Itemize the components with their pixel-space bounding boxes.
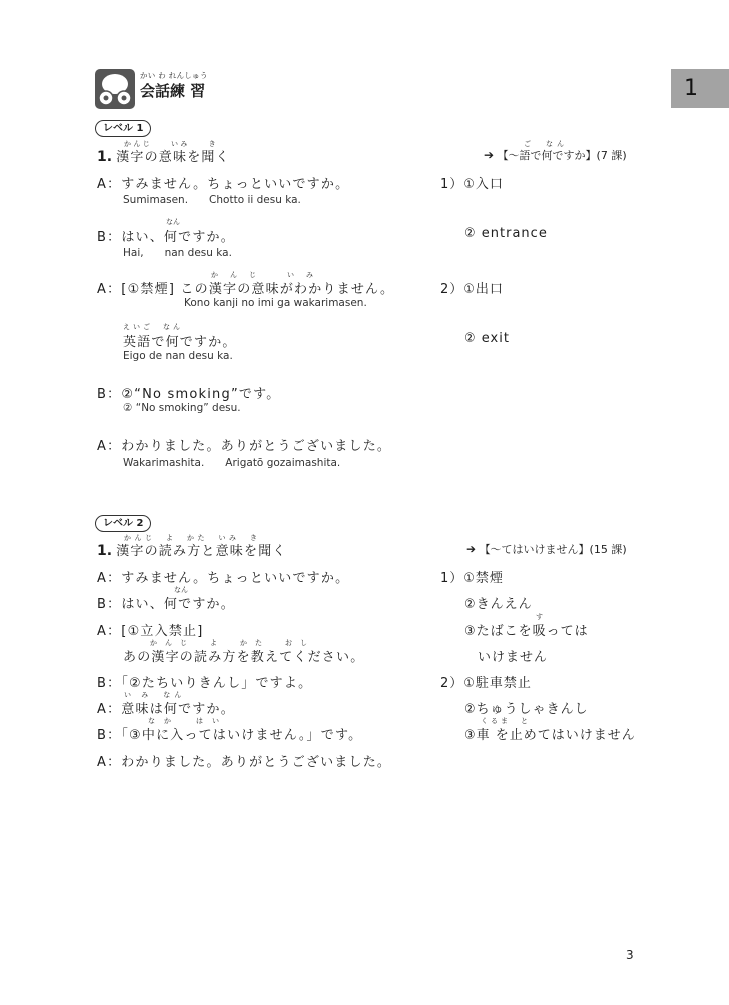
ruby-text: えいご なん [123, 323, 183, 331]
level2-question-number: 1. [97, 543, 113, 559]
romaji-line: Sumimasen. Chotto ii desu ka. [123, 194, 301, 206]
answer-item: 2）①出口 [440, 282, 504, 297]
dialogue-line: A：すみません。ちょっといいですか。 [97, 571, 350, 586]
conversation-icon [95, 69, 135, 109]
answer-item: ③車 を止めてはいけません [464, 728, 636, 743]
level1-ref-text: 【〜語で何ですか】(7 課) [497, 149, 627, 162]
ruby-text: す [536, 613, 543, 621]
ruby-text: かんじ いみ [211, 271, 325, 279]
dialogue-line: A：わかりました。ありがとうございました。 [97, 755, 392, 770]
title-ruby: かい わ れんしゅう [140, 71, 208, 80]
dialogue-line: あの漢字の読み方を教えてください。 [123, 650, 365, 665]
ruby-text: かんじ よ かた おし [150, 639, 315, 647]
dialogue-line: A：意味は何ですか。 [97, 702, 235, 717]
answer-item: ② exit [464, 331, 510, 346]
dialogue-line: B：「②たちいりきんし」ですよ。 [97, 676, 313, 691]
level1-question-text: 漢字の意味を聞く [116, 150, 230, 165]
answer-item: ③たばこを吸っては [464, 624, 589, 639]
level2-question-ruby: かんじ よ かた いみ き [124, 534, 261, 542]
answer-item: 2）①駐車禁止 [440, 676, 532, 691]
dialogue-line: A：わかりました。ありがとうございました。 [97, 439, 392, 454]
right-arrow-icon: ➔ [484, 148, 495, 162]
ruby-text: い み なん [124, 691, 186, 699]
answer-item: いけません [478, 650, 549, 665]
dialogue-line: B：「③中に入ってはいけません。」です。 [97, 728, 363, 743]
answer-item: ② entrance [464, 226, 548, 241]
romaji-line: Wakarimashita. Arigatō gozaimashita. [123, 457, 341, 469]
answer-item: ②ちゅうしゃきんし [464, 702, 589, 717]
level1-question-ruby: かんじ いみ き [124, 140, 218, 148]
romaji-line: Kono kanji no imi ga wakarimasen. [184, 297, 367, 309]
answer-item: ②きんえん [464, 597, 533, 612]
level1-ref-ruby: ご なん [524, 140, 568, 148]
right-arrow-icon: ➔ [466, 542, 477, 556]
page-number: 3 [626, 948, 634, 962]
dialogue-line: B：はい、何ですか。 [97, 230, 235, 245]
level1-question [97, 146, 230, 165]
romaji-line: Eigo de nan desu ka. [123, 350, 233, 362]
level2-question [97, 540, 287, 559]
level2-ref-text: 【〜てはいけません】(15 課) [479, 543, 627, 556]
page-title: 会話練 習 [140, 82, 206, 100]
ruby-text: なか はい [148, 717, 228, 725]
dialogue-line: B：はい、何ですか。 [97, 597, 235, 612]
dialogue-line: A：[①禁煙] この漢字の意味がわかりません。 [97, 282, 395, 297]
dialogue-line: A：すみません。ちょっといいですか。 [97, 177, 350, 192]
level1-ref [484, 147, 627, 163]
dialogue-line: 英語で何ですか。 [123, 335, 237, 350]
ruby-text: なん [174, 586, 188, 594]
level1-question-number: 1. [97, 149, 113, 165]
level2-question-text: 漢字の読み方と意味を聞く [116, 544, 287, 559]
chapter-tab: 1 [671, 69, 729, 108]
romaji-line: ② “No smoking” desu. [123, 402, 241, 414]
romaji-line: Hai, nan desu ka. [123, 247, 232, 259]
answer-item: 1）①入口 [440, 177, 504, 192]
level2-badge: レベル 2 [95, 515, 151, 532]
ruby-text: なん [166, 218, 180, 226]
dialogue-line: B：②“No smoking”です。 [97, 387, 281, 402]
dialogue-line: A：[①立入禁止] [97, 624, 204, 639]
level2-ref [466, 541, 627, 557]
level1-badge: レベル 1 [95, 120, 151, 137]
ruby-text: くるま と [481, 717, 531, 725]
answer-item: 1）①禁煙 [440, 571, 504, 586]
